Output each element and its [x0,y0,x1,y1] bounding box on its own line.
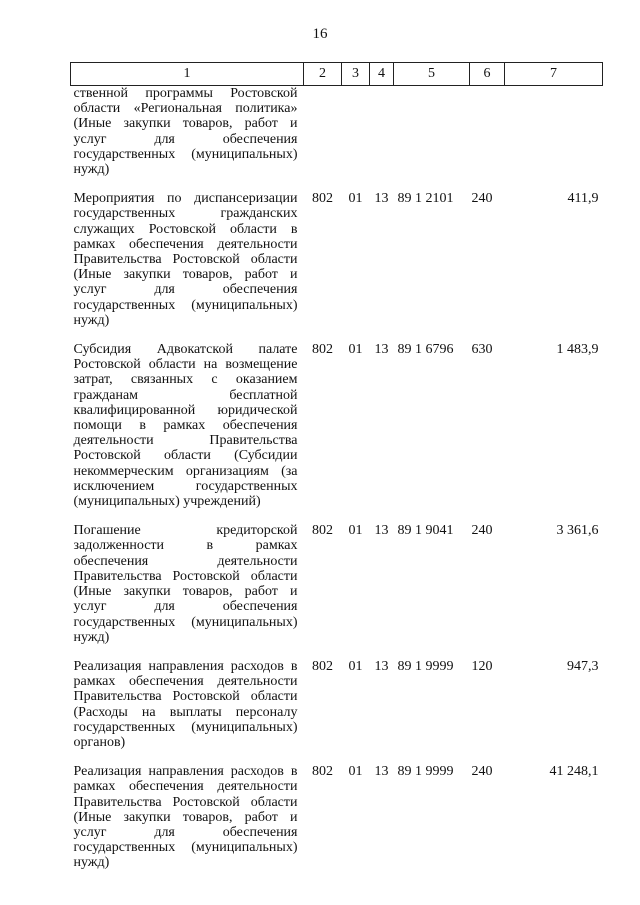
table-header-row [71,63,603,86]
expense-description: Реализация направления расходов в рамках обеспечения деятельности Правительства Ростовской области (Расходы на выплаты персоналу государственных (муниципальных) органов) [73,658,298,750]
table-row [71,177,603,328]
expense-type-code [470,86,505,178]
expense-type-code: 240 [471,191,493,207]
ministry-code: 802 [312,764,333,780]
target-article-code: 89 1 9041 [397,523,454,539]
subsection-code: 13 [374,342,389,358]
section-code: 01 [348,764,363,780]
expense-type-code: 630 [471,342,493,358]
target-article-code: 89 1 2101 [397,191,454,207]
section-code: 01 [348,191,363,207]
column-header: 4 [370,63,394,86]
target-article-code [394,86,470,178]
subsection-code [370,86,394,178]
column-header: 6 [470,63,505,86]
amount: 411,9 [567,191,599,207]
budget-table [70,62,603,871]
ministry-code: 802 [312,191,333,207]
expense-description: Мероприятия по диспансеризации государственных гражданских служащих Ростовской области в рамках обеспечения деятельности Правительства Ростовской области (Иные закупки товаров, работ и услуг для обеспечения государственных (муниципальных) нужд) [73,191,298,328]
page-number: 16 [312,26,328,42]
column-header: 1 [71,63,304,86]
ministry-code: 802 [312,658,333,674]
subsection-code: 13 [374,191,389,207]
expense-description: Реализация направления расходов в рамках обеспечения деятельности Правительства Ростовской области (Иные закупки товаров, работ и услуг для обеспечения государственных (муниципальных) нужд) [73,764,298,871]
expense-type-code: 240 [471,764,493,780]
subsection-code: 13 [374,764,389,780]
ministry-code [304,86,342,178]
expense-description: Погашение кредиторской задолженности в рамках обеспечения деятельности Правительства Ростовской области (Иные закупки товаров, работ и услуг для обеспечения государственных (муниципальных) нужд) [73,523,298,645]
amount: 947,3 [567,658,599,674]
section-code: 01 [348,523,363,539]
column-header: 3 [342,63,370,86]
table-row [71,86,603,178]
target-article-code: 89 1 9999 [397,658,454,674]
amount: 3 361,6 [556,523,599,539]
table-row [71,509,603,645]
subsection-code: 13 [374,658,389,674]
expense-description: ственной программы Ростовской области «Региональная политика» (Иные закупки товаров, работ и услуг для обеспечения государственных (муниципальных) нужд) [73,86,298,178]
amount: 41 248,1 [549,764,599,780]
expense-description: Субсидия Адвокатской палате Ростовской области на возмещение затрат, связанных с оказанием гражданам бесплатной квалифицированной юридической помощи в рамках обеспечения деятельности Правительства Ростовской области (Субсидии некоммерческим организациям (за исключением государственных (муниципальных) учреждений) [73,342,298,510]
column-header: 7 [505,63,603,86]
column-header: 5 [394,63,470,86]
section-code: 01 [348,342,363,358]
section-code [342,86,370,178]
ministry-code: 802 [312,342,333,358]
amount [505,86,603,178]
subsection-code: 13 [374,523,389,539]
target-article-code: 89 1 9999 [397,764,454,780]
section-code: 01 [348,658,363,674]
target-article-code: 89 1 6796 [397,342,454,358]
expense-type-code: 240 [471,523,493,539]
column-header: 2 [304,63,342,86]
table-row [71,328,603,509]
table-row [71,645,603,750]
expense-type-code: 120 [471,658,493,674]
table-row [71,750,603,870]
ministry-code: 802 [312,523,333,539]
amount: 1 483,9 [556,342,599,358]
